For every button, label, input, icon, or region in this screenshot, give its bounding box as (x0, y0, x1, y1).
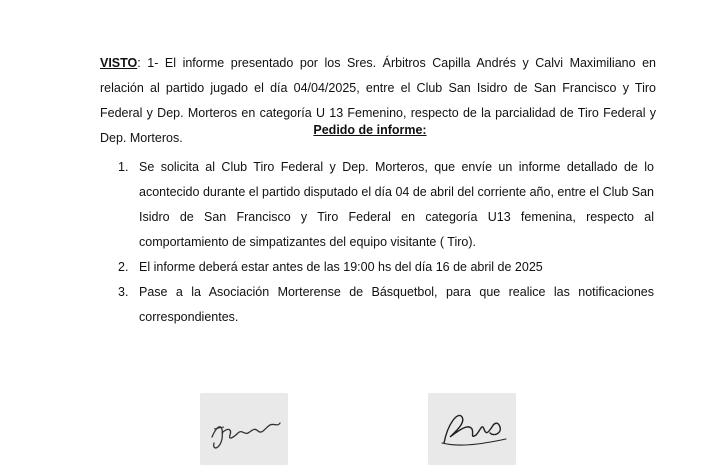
request-list (0, 155, 720, 330)
list-item (0, 280, 720, 330)
list-item-number: 2. (118, 260, 129, 274)
list-item (0, 255, 720, 280)
signature-left (200, 393, 288, 465)
visto-text: : 1- El informe presentado por los Sres. Árbitros Capilla Andrés y Calvi Maximiliano en relación al partido jugado el día 04/04/2025, entre el Club San Isidro de San Francisco y Tiro Federal y Dep. Morteros en categoría U 13 Femenino, respecto de la parcialidad de Tiro Federal y Dep. Morteros. (100, 55, 656, 145)
list-item-number: 3. (118, 285, 129, 299)
list-item (0, 155, 720, 255)
list-item-text: Se solicita al Club Tiro Federal y Dep. Morteros, que envíe un informe detallado de lo acontecido durante el partido disputado el día 04 de abril del corriente año, entre el Club San Isidro de San Francisco y Tiro Federal en categoría U13 femenina, respecto al comportamiento de simpatizantes del equipo visitante ( Tiro). (139, 160, 654, 249)
visto-label: VISTO (100, 55, 138, 70)
signature-left-image (200, 393, 288, 465)
list-item-text: Pase a la Asociación Morterense de Básquetbol, para que realice las notificaciones correspondientes. (139, 285, 654, 324)
signature-right-image (428, 393, 516, 465)
list-item-text: El informe deberá estar antes de las 19:00 hs del día 16 de abril de 2025 (139, 260, 543, 274)
section-title: Pedido de informe: (313, 123, 427, 137)
list-item-number: 1. (118, 160, 129, 174)
signature-right (428, 393, 516, 465)
